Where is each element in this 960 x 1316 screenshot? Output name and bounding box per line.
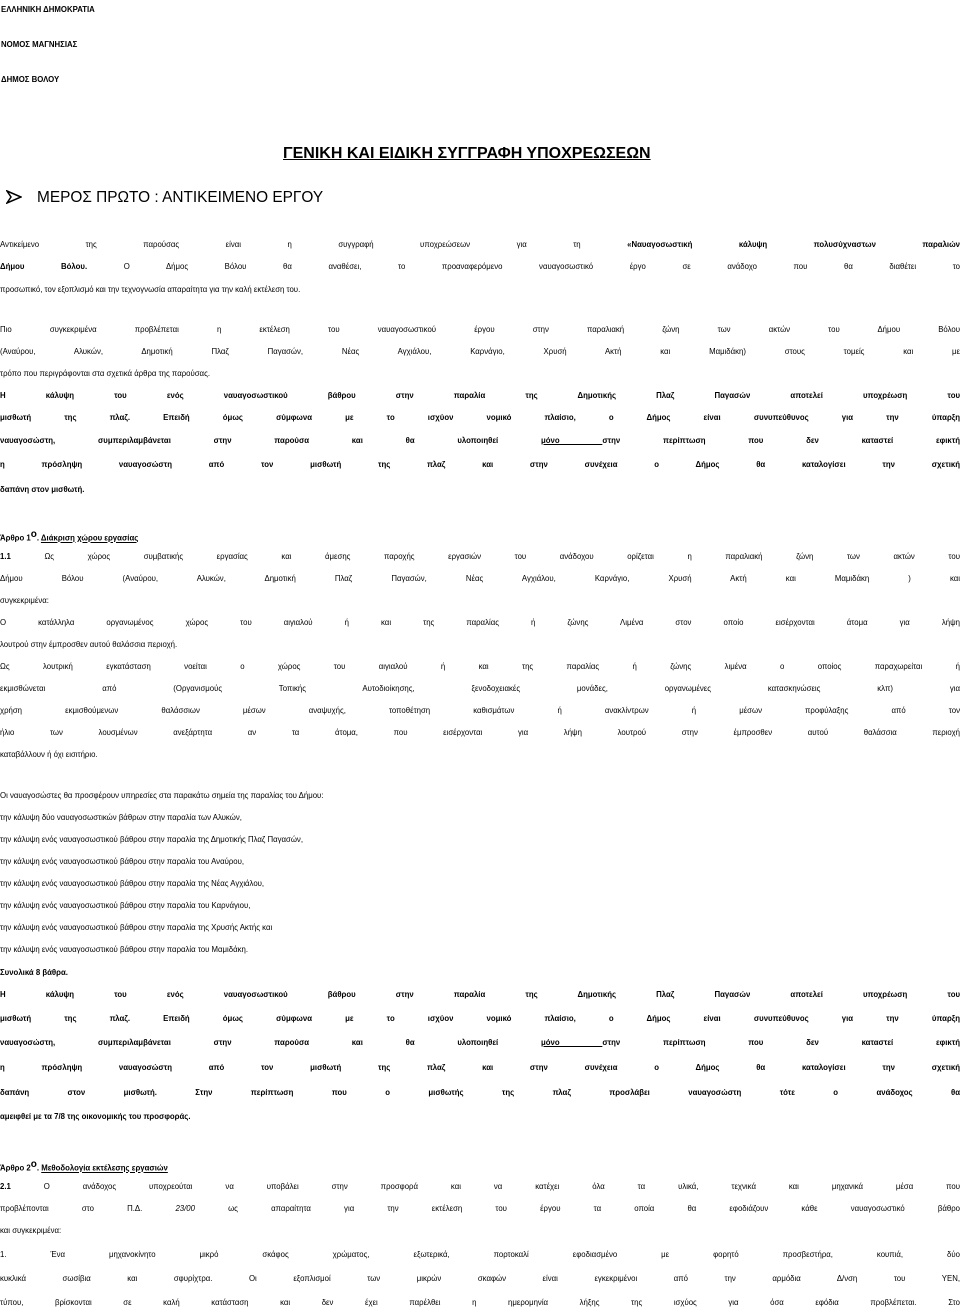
header-republic: ΕΛΛΗΝΙΚΗ ΔΗΜΟΚΡΑΤΙΑ <box>1 5 95 14</box>
a1-line-3: συγκεκριμένα: <box>0 596 49 605</box>
p3-line-3: ναυαγοσώστη, συμπεριλαμβάνεται στην παρούσα και θα υλοποιηθεί μόνο στην περίπτωση που δεν καταστεί εφικτή <box>0 1038 960 1047</box>
part-title: ΜΕΡΟΣ ΠΡΩΤΟ : ΑΝΤΙΚΕΙΜΕΝΟ ΕΡΓΟΥ <box>37 189 324 206</box>
p2-line-5: μισθωτή της πλαζ. Επειδή όμως σύμφωνα με το ισχύον νομικό πλαίσιο, ο Δήμος είναι συνυπεύθυνος για την ύπαρξη <box>0 413 960 422</box>
a2-line-5: κυκλικά σωσίβια και σφυρίχτρα. Οι εξοπλισμοί των μικρών σκαφών είναι εγκεκριμένοι από την αρμόδια Δ/νση του ΥΕΝ, <box>0 1274 960 1283</box>
p2-line-7: η πρόσληψη ναυαγοσώστη από τον μισθωτή της πλαζ και στην συνέχεια ο Δήμος θα καταλογίσει την σχετική <box>0 460 960 469</box>
p3-line-2: μισθωτή της πλαζ. Επειδή όμως σύμφωνα με το ισχύον νομικό πλαίσιο, ο Δήμος είναι συνυπεύθυνος για την ύπαρξη <box>0 1014 960 1023</box>
list-item: την κάλυψη ενός ναυαγοσωστικού βάθρου στην παραλία του Αναύρου, <box>0 857 245 866</box>
bathra-intro: Οι ναυαγοσώστες θα προσφέρουν υπηρεσίες στα παρακάτω σημεία της παραλίας του Δήμου: <box>0 791 324 800</box>
a2-line-3: και συγκεκριμένα: <box>0 1226 62 1235</box>
p1-line-1: Αντικείμενο της παρούσας είναι η συγγραφή υποχρεώσεων για τη «Ναυαγοσωστική κάλυψη πολυσύχναστων παραλιών <box>0 240 960 249</box>
a2-line-4: 1. Ένα μηχανοκίνητο μικρό σκάφος χρώματος, εξωτερικά, πορτοκαλί εφοδιασμένο με φορητό προσβεστήρα, κουπιά, δύο <box>0 1250 960 1259</box>
a1-line-7: εκμισθώνεται από (Οργανισμούς Τοπικής Αυτοδιοίκησης, ξενοδοχειακές μονάδες, οργανωμένες κατασκηνώσεις κλπ) για <box>0 684 960 693</box>
doc-title: ΓΕΝΙΚΗ ΚΑΙ ΕΙΔΙΚΗ ΣΥΓΓΡΑΦΗ ΥΠΟΧΡΕΩΣΕΩΝ <box>283 145 651 162</box>
list-item: την κάλυψη ενός ναυαγοσωστικού βάθρου στην παραλία της Δημοτικής Πλαζ Παγασών, <box>0 835 303 844</box>
a2-line-6: τύπου, βρίσκονται σε καλή κατάσταση και δεν έχει παρέλθει η ημερομηνία λήξης της ισχύος για όσα εφόδια προβλέπεται. Στο <box>0 1298 960 1307</box>
list-item: την κάλυψη ενός ναυαγοσωστικού βάθρου στην παραλία του Καρνάγιου, <box>0 901 251 910</box>
a1-line-1: 1.1 Ως χώρος συμβατικής εργασίας και άμεσης παροχής εργασιών του ανάδοχου ορίζεται η παραλιακή ζώνη των ακτών του <box>0 552 960 561</box>
list-item: την κάλυψη ενός ναυαγοσωστικού βάθρου στην παραλία του Μαμιδάκη. <box>0 945 249 954</box>
list-item: την κάλυψη ενός ναυαγοσωστικού βάθρου στην παραλία της Νέας Αγχιάλου, <box>0 879 265 888</box>
list-item: την κάλυψη δύο ναυαγοσωστικών βάθρων στην παραλία των Αλυκών, <box>0 813 242 822</box>
p3-line-6: αμειφθεί με τα 7/8 της οικονομικής του προσφοράς. <box>0 1112 191 1121</box>
p2-line-4: Η κάλυψη του ενός ναυαγοσωστικού βάθρου στην παραλία της Δημοτικής Πλαζ Παγασών αποτελεί υποχρέωση του <box>0 391 960 400</box>
bathra-total: Συνολικά 8 βάθρα. <box>0 968 68 977</box>
a1-line-10: καταβάλλουν ή όχι εισιτήριο. <box>0 750 98 759</box>
a2-line-2: προβλέπονται στο Π.Δ. 23/00 ως απαραίτητα για την εκτέλεση του έργου τα οποία θα εφοδιάζουν κάθε ναυαγοσωστικό βάθρο <box>0 1204 960 1213</box>
a1-line-8: χρήση εκμισθούμενων θαλάσσιων μέσων αναψυχής, τοποθέτηση καθισμάτων ή ανακλίντρων ή μέσων προφύλαξης από τον <box>0 706 960 715</box>
a1-line-4: Ο κατάλληλα οργανωμένος χώρος του αιγιαλού ή και της παραλίας ή ζώνης Λιμένα στον οποίο εισέρχονται άτομα για λήψη <box>0 618 960 627</box>
a1-line-2: Δήμου Βόλου (Αναύρου, Αλυκών, Δημοτική Πλαζ Παγασών, Νέας Αγχιάλου, Καρνάγιο, Χρυσή Ακτή και Μαμιδάκη ) και <box>0 574 960 583</box>
list-item: την κάλυψη ενός ναυαγοσωστικού βάθρου στην παραλία της Χρυσής Ακτής και <box>0 923 273 932</box>
p3-line-5: δαπάνη στον μισθωτή. Στην περίπτωση που ο μισθωτής της πλαζ προσλάβει ναυαγοσώστη τότε ο ανάδοχος θα <box>0 1088 960 1097</box>
p2-line-3: τρόπο που περιγράφονται στα σχετικά άρθρα της παρούσας. <box>0 369 210 378</box>
arrowhead-bullet-icon <box>6 190 22 204</box>
p1-line-2: Δήμου Βόλου. Ο Δήμος Βόλου θα αναθέσει, το προαναφερόμενο ναυαγοσωστικό έργο σε ανάδοχο που θα διαθέτει το <box>0 262 960 271</box>
a1-line-9: ήλιο των λουσμένων ανεξάρτητα αν τα άτομα, που εισέρχονται για λήψη λουτρού στην έμπροσθεν αυτού θαλάσσια περιοχή <box>0 728 960 737</box>
header-municipality: ΔΗΜΟΣ ΒΟΛΟΥ <box>1 75 60 84</box>
p2-line-2: (Αναύρου, Αλυκών, Δημοτική Πλαζ Παγασών, Νέας Αγχιάλου, Καρνάγιο, Χρυσή Ακτή και Μαμιδάκη) στους τομείς και με <box>0 347 960 356</box>
a1-line-5: λουτρού στην έμπροσθεν αυτού θαλάσσια περιοχή. <box>0 640 178 649</box>
p2-line-1: Πιο συγκεκριμένα προβλέπεται η εκτέλεση του ναυαγοσωστικού έργου στην παραλιακή ζώνη των ακτών του Δήμου Βόλου <box>0 325 960 334</box>
article-2-heading: Άρθρο $2^o$. Μεθοδολογία εκτέλεσης εργασιών <box>0 1159 168 1173</box>
p2-line-6: ναυαγοσώστη, συμπεριλαμβάνεται στην παρούσα και θα υλοποιηθεί μόνο στην περίπτωση που δεν καταστεί εφικτή <box>0 436 960 445</box>
p3-line-4: η πρόσληψη ναυαγοσώστη από τον μισθωτή της πλαζ και στην συνέχεια ο Δήμος θα καταλογίσει την σχετική <box>0 1063 960 1072</box>
p3-line-1: Η κάλυψη του ενός ναυαγοσωστικού βάθρου στην παραλία της Δημοτικής Πλαζ Παγασών αποτελεί υποχρέωση του <box>0 990 960 999</box>
header-prefecture: ΝΟΜΟΣ ΜΑΓΝΗΣΙΑΣ <box>1 40 78 49</box>
p2-line-8: δαπάνη στον μισθωτή. <box>0 485 85 494</box>
article-1-heading: Άρθρο $1^o$. Διάκριση χώρου εργασίας <box>0 529 139 543</box>
p1-line-3: προσωπικό, τον εξοπλισμό και την τεχνογνωσία απαραίτητα για την καλή εκτέλεση του. <box>0 285 301 294</box>
a2-line-1: 2.1 Ο ανάδοχος υποχρεούται να υποβάλει στην προσφορά και να κατέχει όλα τα υλικά, τεχνικά και μηχανικά μέσα που <box>0 1182 960 1191</box>
a1-line-6: Ως λουτρική εγκατάσταση νοείται ο χώρος του αιγιαλού ή και της παραλίας ή ζώνης λιμένα ο οποίος παραχωρείται ή <box>0 662 960 671</box>
